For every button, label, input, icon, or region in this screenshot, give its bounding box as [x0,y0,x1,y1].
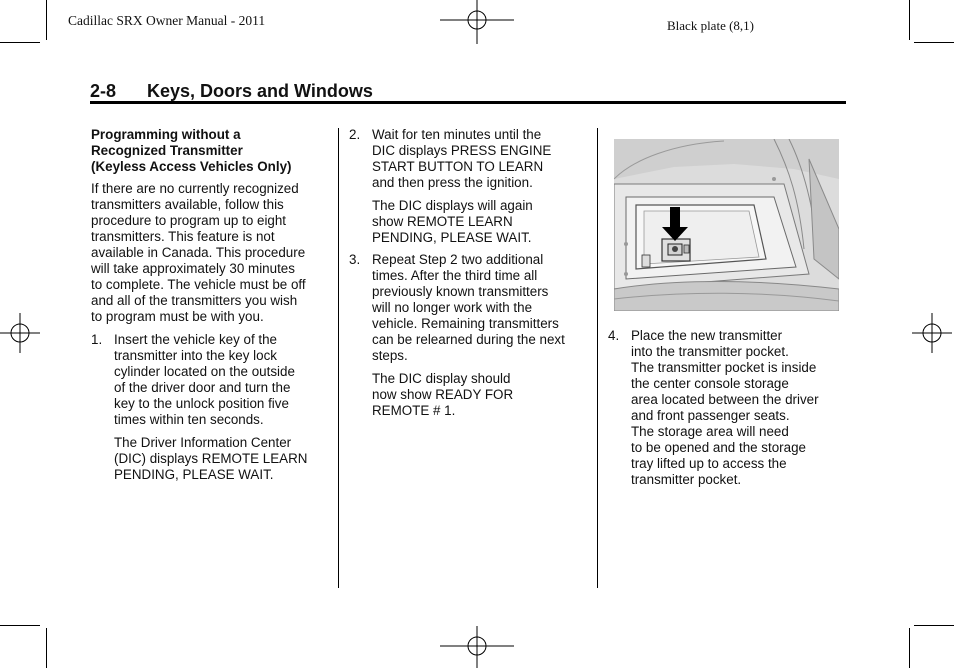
text-line: Place the new transmitter [631,328,783,343]
text-line: to complete. The vehicle must be off [91,277,306,292]
text-line: and all of the transmitters you wish [91,293,298,308]
registration-mark-icon [0,313,40,353]
column-3 [608,328,848,488]
text-line: times within ten seconds. [114,412,264,427]
crop-mark [0,42,40,43]
text-line: Insert the vehicle key of the [114,332,278,347]
crop-mark [914,42,954,43]
text-line: DIC displays PRESS ENGINE [372,143,552,158]
text-line: cylinder located on the outside [114,364,295,379]
step-3-note [349,371,593,419]
text-line: previously known transmitters [372,284,549,299]
section-heading [90,81,373,102]
text-line: START BUTTON TO LEARN [372,159,544,174]
text-line: The DIC display should [372,371,511,386]
text-line: PENDING, PLEASE WAIT. [372,230,532,245]
text-line: available in Canada. This procedure [91,245,306,260]
text-line: and then press the ignition. [372,175,533,190]
crop-mark [46,628,47,668]
step-1-note [91,435,335,483]
step-number: 4. [608,328,620,343]
step-2-note [349,198,593,246]
registration-mark-icon [440,0,514,44]
text-line: now show READY FOR [372,387,514,402]
text-line: (DIC) displays REMOTE LEARN [114,451,308,466]
subheading-line: Recognized Transmitter [91,143,243,158]
column-2 [349,127,593,419]
text-line: PENDING, PLEASE WAIT. [114,467,274,482]
manual-title: Cadillac SRX Owner Manual - 2011 [68,13,266,28]
step-number: 1. [91,332,103,347]
text-line: key to the unlock position five [114,396,289,411]
text-line: procedure to program up to eight [91,213,287,228]
crop-mark [46,0,47,40]
text-line: tray lifted up to access the [631,456,787,471]
text-line: can be relearned during the next [372,332,565,347]
step-4 [608,328,848,488]
text-line: show REMOTE LEARN [372,214,513,229]
text-line: will no longer work with the [372,300,533,315]
step-number: 2. [349,127,361,142]
column-divider [338,128,339,588]
section-number: 2-8 [90,81,117,101]
text-line: will take approximately 30 minutes [91,261,295,276]
text-line: The transmitter pocket is inside [631,360,817,375]
step-1 [91,332,335,428]
text-line: Wait for ten minutes until the [372,127,542,142]
registration-mark-icon [912,313,952,353]
text-line: of the driver door and turn the [114,380,291,395]
intro-paragraph [91,181,335,325]
step-2 [349,127,593,191]
text-line: into the transmitter pocket. [631,344,789,359]
crop-mark [0,625,40,626]
crop-mark [909,628,910,668]
subheading-line: (Keyless Access Vehicles Only) [91,159,292,174]
text-line: transmitter into the key lock [114,348,277,363]
text-line: Repeat Step 2 two additional [372,252,544,267]
text-line: transmitters. This feature is not [91,229,275,244]
text-line: The storage area will need [631,424,789,439]
subheading-line: Programming without a [91,127,241,142]
text-line: to program must be with you. [91,309,264,324]
crop-mark [909,0,910,40]
text-line: REMOTE # 1. [372,403,456,418]
text-line: The Driver Information Center [114,435,292,450]
crop-mark [914,625,954,626]
text-line: vehicle. Remaining transmitters [372,316,559,331]
registration-mark-icon [440,626,514,668]
text-line: steps. [372,348,408,363]
text-line: If there are no currently recognized [91,181,299,196]
text-line: times. After the third time all [372,268,538,283]
column-1 [91,127,335,483]
text-line: transmitters available, follow this [91,197,284,212]
text-line: area located between the driver [631,392,819,407]
section-title: Keys, Doors and Windows [147,81,373,101]
text-line: The DIC displays will again [372,198,533,213]
section-rule [90,101,846,104]
step-3 [349,252,593,364]
text-line: the center console storage [631,376,789,391]
column-divider [597,128,598,588]
center-console-illustration [614,139,839,311]
subheading [91,127,335,175]
plate-label: Black plate (8,1) [667,18,754,33]
text-line: transmitter pocket. [631,472,742,487]
text-line: to be opened and the storage [631,440,806,455]
step-number: 3. [349,252,361,267]
text-line: and front passenger seats. [631,408,790,423]
